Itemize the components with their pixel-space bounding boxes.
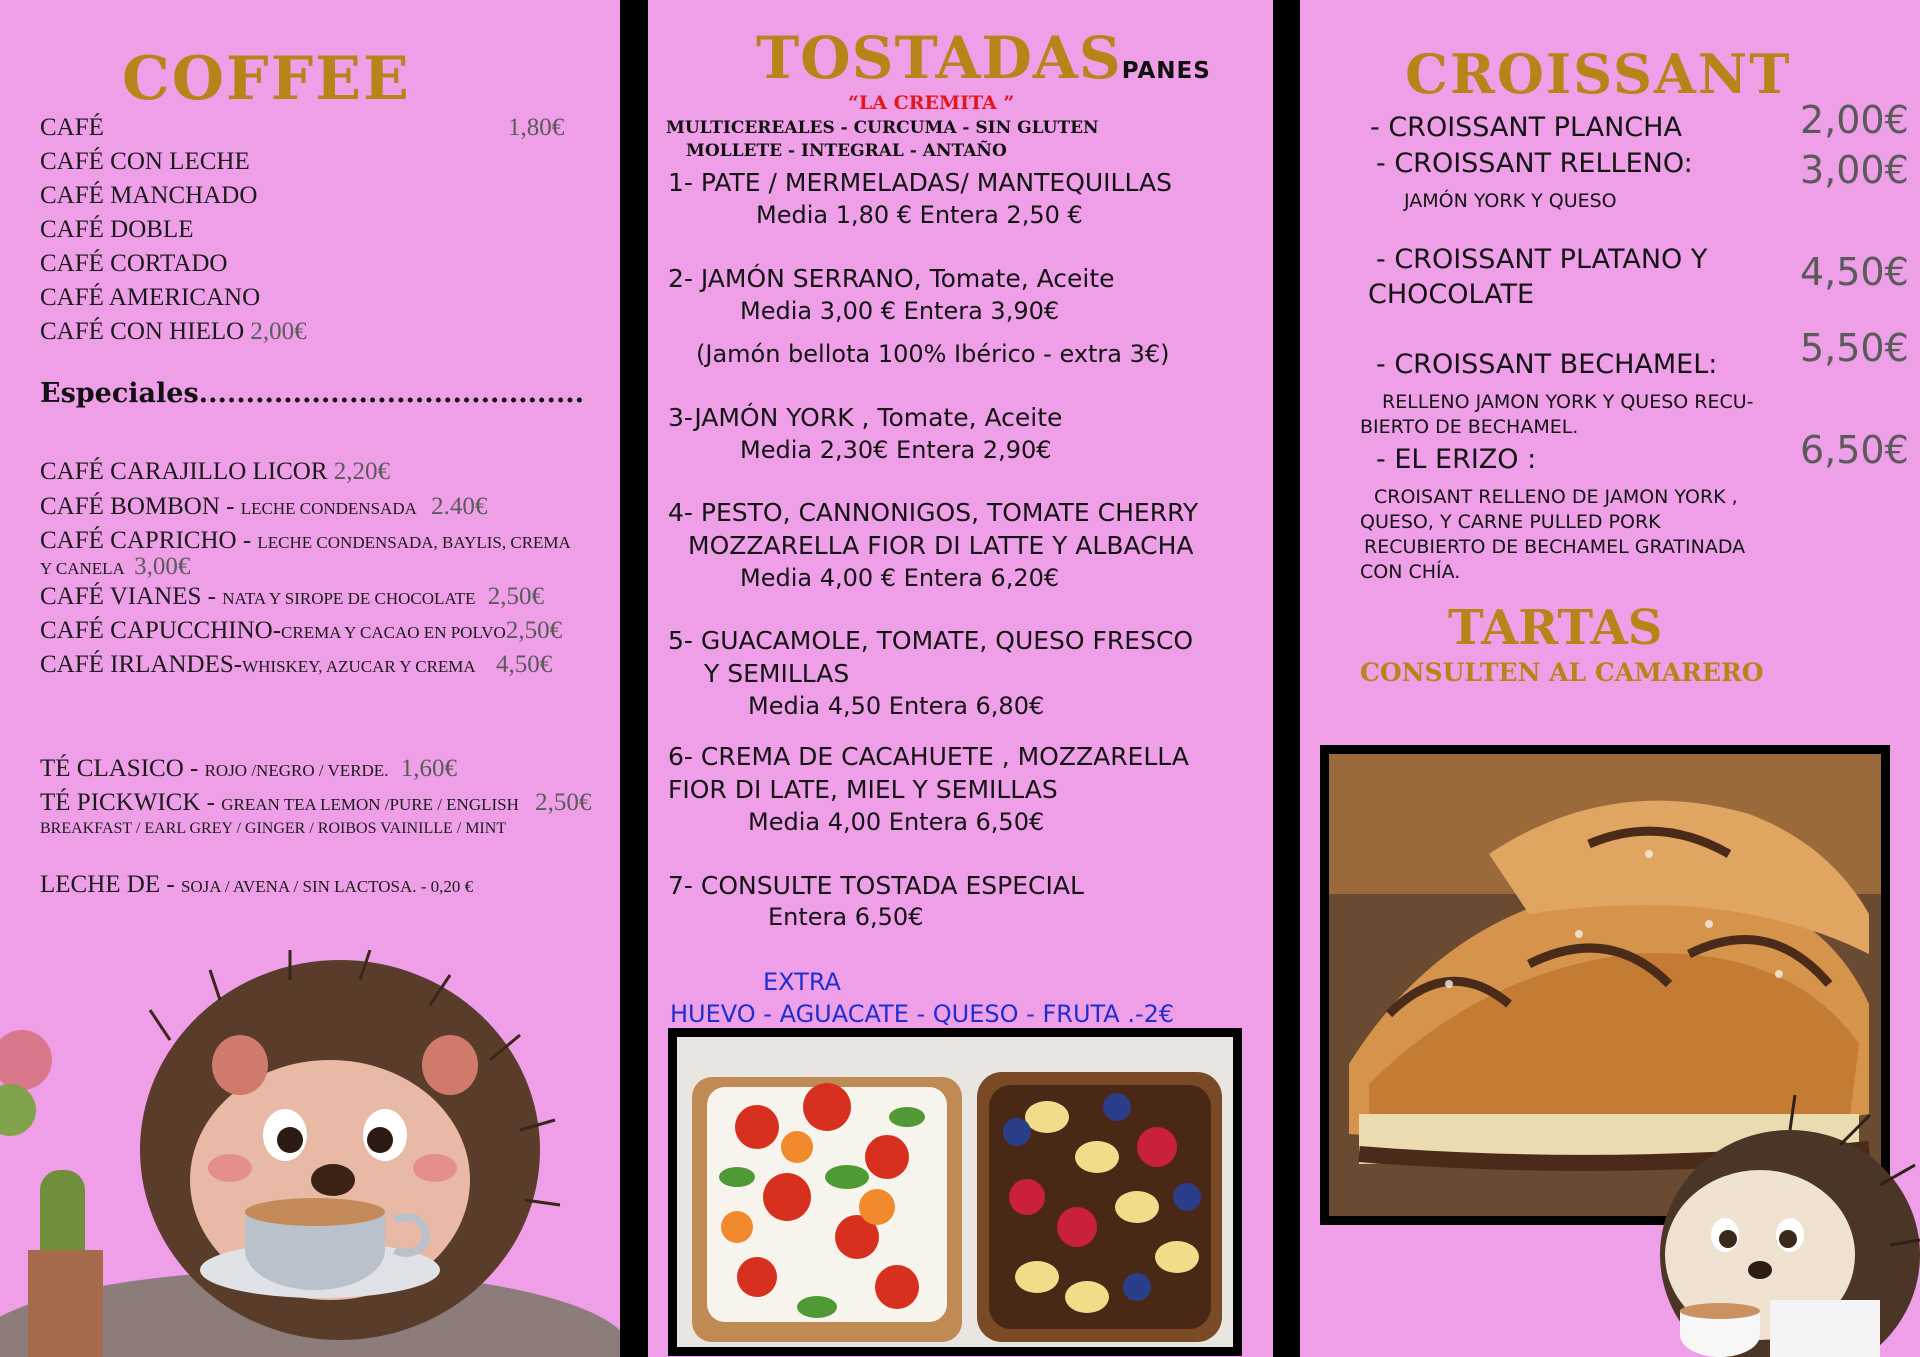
tostada-item: 4- PESTO, CANNONIGOS, TOMATE CHERRY: [668, 498, 1199, 527]
panes-label: PANES: [1121, 58, 1211, 84]
especial-item-cont: [40, 553, 190, 581]
especial-item: [40, 583, 544, 611]
tostada-price: Media 4,00 Entera 6,50€: [748, 808, 1045, 836]
te-pickwick-detail: BREAKFAST / EARL GREY / GINGER / ROIBOS VAINILLE / MINT: [40, 820, 507, 837]
tostada-item: 2- JAMÓN SERRANO, Tomate, Aceite: [668, 264, 1115, 293]
te-detail: GREAN TEA LEMON /PURE / ENGLISH: [221, 795, 519, 814]
tostada-price: Entera 6,50€: [768, 903, 924, 931]
tartas-title: TARTAS: [1448, 600, 1663, 656]
toast-photo: [668, 1028, 1242, 1356]
coffee-item-name: CAFÉ CON HIELO: [40, 318, 245, 345]
croissant-detail: CON CHÍA.: [1360, 561, 1461, 583]
tostada-item: 6- CREMA DE CACAHUETE , MOZZARELLA: [668, 742, 1189, 771]
especial-item: [40, 458, 390, 486]
breads-line: MOLLETE - INTEGRAL - ANTAÑO: [686, 141, 1007, 161]
especial-price: 2,50€: [505, 617, 563, 644]
croissant-item: - EL ERIZO :: [1376, 444, 1537, 475]
especial-price: 2,20€: [333, 458, 391, 485]
tostadas-panel: [648, 0, 1273, 1357]
especial-detail: Y CANELA: [40, 559, 124, 578]
especial-price: 3,00€: [134, 553, 191, 580]
te-detail: ROJO /NEGRO / VERDE.: [204, 761, 389, 780]
leche-item: [40, 871, 473, 899]
especial-name: CAFÉ IRLANDES-: [40, 651, 243, 678]
extra-title: EXTRA: [763, 968, 841, 996]
especial-item: [40, 527, 571, 555]
tostada-item-cont: MOZZARELLA FIOR DI LATTE Y ALBACHA: [688, 531, 1194, 560]
coffee-item: [40, 318, 307, 346]
croissant-detail: BIERTO DE BECHAMEL.: [1360, 416, 1579, 438]
tostada-price: Media 3,00 € Entera 3,90€: [740, 297, 1060, 325]
hedgehog-illustration: [1620, 1085, 1920, 1357]
croissant-detail: CROISANT RELLENO DE JAMON YORK ,: [1374, 486, 1738, 508]
coffee-price: 1,80€: [508, 114, 565, 141]
coffee-title: COFFEE: [122, 44, 411, 114]
especial-item: [40, 617, 562, 645]
te-pickwick: [40, 789, 591, 817]
coffee-item: CAFÉ DOBLE: [40, 216, 194, 243]
croissant-item: - CROISSANT RELLENO:: [1376, 148, 1693, 179]
tostada-item: 5- GUACAMOLE, TOMATE, QUESO FRESCO: [668, 626, 1194, 655]
croissant-price: 6,50€: [1800, 428, 1909, 472]
te-name: TÉ CLASICO -: [40, 755, 205, 782]
coffee-item: CAFÉ CORTADO: [40, 250, 228, 277]
croissant-item: - CROISSANT PLATANO Y: [1376, 244, 1708, 275]
especial-detail: LECHE CONDENSADA: [240, 499, 417, 518]
te-name: TÉ PICKWICK -: [40, 789, 222, 816]
te-price: 1,60€: [400, 755, 457, 782]
tostada-item-cont: Y SEMILLAS: [704, 659, 850, 688]
coffee-item: CAFÉ: [40, 114, 104, 141]
tostada-note: (Jamón bellota 100% Ibérico - extra 3€): [696, 340, 1170, 368]
croissant-detail: QUESO, Y CARNE PULLED PORK: [1360, 511, 1661, 533]
tostada-item: 3-JAMÓN YORK , Tomate, Aceite: [668, 403, 1063, 432]
coffee-item: CAFÉ MANCHADO: [40, 182, 258, 209]
coffee-panel: [0, 0, 620, 1357]
croissant-title: CROISSANT: [1405, 42, 1792, 106]
especial-name: CAFÉ CAPUCCHINO-: [40, 617, 282, 644]
croissant-price: 3,00€: [1800, 148, 1909, 192]
coffee-price: 2,00€: [250, 318, 307, 345]
croissant-price: 4,50€: [1800, 250, 1909, 294]
especial-price: 2.40€: [431, 493, 488, 520]
tostada-item: 1- PATE / MERMELADAS/ MANTEQUILLAS: [668, 168, 1172, 197]
especial-detail: NATA Y SIROPE DE CHOCOLATE: [222, 589, 476, 608]
croissant-item: - CROISSANT BECHAMEL:: [1376, 349, 1718, 380]
croissant-detail: JAMÓN YORK Y QUESO: [1404, 190, 1617, 212]
tostada-item-cont: FIOR DI LATE, MIEL Y SEMILLAS: [668, 775, 1058, 804]
especial-name: CAFÉ BOMBON -: [40, 493, 241, 520]
especial-detail: CREMA Y CACAO EN POLVO: [281, 623, 506, 642]
especial-price: 4,50€: [495, 651, 553, 678]
tostadas-title: [756, 24, 1211, 92]
te-clasico: [40, 755, 457, 783]
tostada-price: Media 4,50 Entera 6,80€: [748, 692, 1045, 720]
coffee-item: CAFÉ CON LECHE: [40, 148, 250, 175]
especiales-title: Especiales.........................................: [40, 378, 585, 409]
tostada-price: Media 1,80 € Entera 2,50 €: [756, 201, 1083, 229]
tostada-price: Media 2,30€ Entera 2,90€: [740, 436, 1052, 464]
hedgehog-coffee-illustration: [0, 950, 620, 1357]
te-price: 2,50€: [535, 789, 592, 816]
croissant-price: 2,00€: [1800, 98, 1909, 142]
leche-name: LECHE DE -: [40, 871, 181, 898]
croissant-item: - CROISSANT PLANCHA: [1370, 112, 1682, 143]
breads-line: MULTICEREALES - CURCUMA - SIN GLUTEN: [666, 118, 1099, 138]
especial-detail: LECHE CONDENSADA, BAYLIS, CREMA: [257, 533, 571, 552]
cremita-label: “LA CREMITA ”: [848, 92, 1015, 114]
especial-name: CAFÉ VIANES -: [40, 583, 223, 610]
coffee-item: CAFÉ AMERICANO: [40, 284, 261, 311]
tostada-item: 7- CONSULTE TOSTADA ESPECIAL: [668, 871, 1084, 900]
especial-item: [40, 651, 552, 679]
especial-item: [40, 493, 487, 521]
croissant-detail: RECUBIERTO DE BECHAMEL GRATINADA: [1364, 536, 1746, 558]
croissant-price: 5,50€: [1800, 326, 1909, 370]
especial-name: CAFÉ CAPRICHO -: [40, 527, 258, 554]
croissant-panel: [1300, 0, 1920, 1357]
especial-name: CAFÉ CARAJILLO LICOR: [40, 458, 328, 485]
especial-detail: WHISKEY, AZUCAR Y CREMA: [242, 657, 476, 676]
especial-price: 2,50€: [487, 583, 545, 610]
croissant-item-cont: CHOCOLATE: [1368, 279, 1535, 310]
croissant-detail: RELLENO JAMON YORK Y QUESO RECU-: [1382, 391, 1754, 413]
tartas-subtitle: CONSULTEN AL CAMARERO: [1360, 658, 1764, 687]
tostada-price: Media 4,00 € Entera 6,20€: [740, 564, 1060, 592]
extra-line: HUEVO - AGUACATE - QUESO - FRUTA .-2€: [670, 1000, 1175, 1028]
leche-detail: SOJA / AVENA / SIN LACTOSA. - 0,20 €: [180, 877, 474, 896]
tostadas-title-text: TOSTADAS: [756, 24, 1122, 92]
